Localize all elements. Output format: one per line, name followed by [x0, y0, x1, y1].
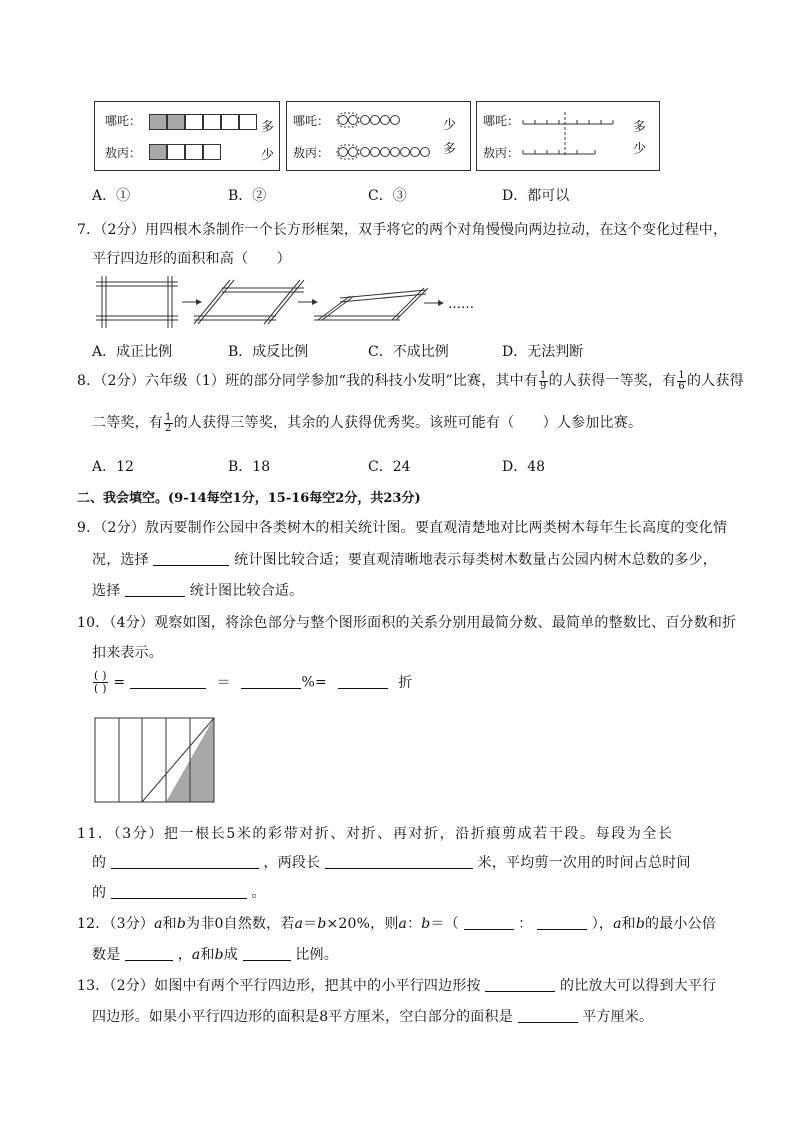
q8-text-line1: 8．（2分）六年级（1）班的部分同学参加“我的科技小发明”比赛，其中有 $\frac{1}{9}$ 的人获得一等奖，有 $\frac{1}{6}$ 的人获得 — [77, 369, 744, 392]
circle-model-nezha — [335, 112, 405, 128]
row-label-nezha: 哪吒： — [483, 114, 520, 128]
q8-text-line2: 二等奖，有 $\frac{1}{2}$ 的人获得三等奖，其余的人获得优秀奖。该班可能有（ ）人参加比赛。 — [92, 411, 643, 434]
q9-text-line3: 选择 统计图比较合适。 — [92, 583, 304, 599]
q6-option-b[interactable]: B．② — [228, 188, 267, 204]
answer-blank[interactable] — [111, 884, 247, 899]
q10-text-line1: 10．（4分）观察如图，将涂色部分与整个图形面积的关系分别用最简分数、最简单的整数比、百分数和折 — [77, 615, 737, 631]
q6-option-a[interactable]: A．① — [92, 188, 131, 204]
q8-option-d[interactable]: D．48 — [502, 459, 546, 475]
answer-blank[interactable] — [518, 1008, 578, 1023]
q7-option-b[interactable]: B．成反比例 — [228, 344, 309, 360]
q13-text-line2: 四边形。如果小平行四边形的面积是8平方厘米，空白部分的面积是 平方厘米。 — [92, 1009, 654, 1025]
blank-fraction[interactable]: $\frac{( )}{( )}$ — [94, 669, 107, 695]
arrow-icon — [424, 298, 446, 308]
q11-text-line3: 的 。 — [92, 885, 266, 901]
q10-text-line2: 扣来表示。 — [92, 645, 163, 661]
q7-option-c[interactable]: C．不成比例 — [368, 344, 449, 360]
fraction-one-sixth: $\frac{1}{6}$ — [678, 369, 685, 392]
row-label-aobing: 敖丙： — [483, 146, 520, 160]
q8-option-a[interactable]: A．12 — [92, 459, 134, 475]
row-label-nezha: 哪吒： — [105, 114, 142, 128]
q11-text-line1: 11．（3分）把一根长5米的彩带对折、对折、再对折，沿折痕剪成若干段。每段为全长 — [77, 826, 674, 842]
answer-blank[interactable] — [464, 915, 514, 930]
frame-transform-figure — [94, 272, 434, 332]
line-model — [517, 110, 627, 160]
tag-more: 多 — [261, 120, 275, 135]
comparison-box-1 — [94, 101, 280, 171]
answer-blank[interactable] — [243, 946, 291, 961]
fraction-one-ninth: $\frac{1}{9}$ — [540, 369, 547, 392]
q7-option-a[interactable]: A．成正比例 — [92, 344, 173, 360]
answer-blank[interactable] — [130, 674, 206, 689]
q7-option-d[interactable]: D．无法判断 — [502, 344, 584, 360]
answer-blank[interactable] — [111, 854, 259, 869]
tag-more: 多 — [633, 120, 647, 135]
shaded-rectangle-figure — [94, 716, 216, 804]
answer-blank[interactable] — [537, 915, 587, 930]
comparison-box-2 — [286, 101, 471, 171]
q7-text-line1: 7．（2分）用四根木条制作一个长方形框架，双手将它的两个对角慢慢向两边拉动，在这个变化过程中， — [77, 222, 728, 238]
circle-model-aobing — [335, 144, 435, 160]
q13-text-line1: 13．（2分）如图中有两个平行四边形，把其中的小平行四边形按 的比放大可以得到大平行 — [77, 978, 717, 994]
comparison-box-3 — [476, 101, 660, 171]
answer-blank[interactable] — [241, 674, 301, 689]
section-heading: 二、我会填空。(9-14每空1分，15-16每空2分，共23分) — [77, 491, 421, 506]
q6-option-d[interactable]: D．都可以 — [502, 188, 570, 204]
row-label-aobing: 敖丙： — [293, 146, 330, 160]
q9-text-line1: 9．（2分）敖丙要制作公园中各类树木的相关统计图。要直观清楚地对比两类树木每年生长高度的变化情 — [77, 520, 728, 536]
q7-text-line2: 平行四边形的面积和高（ ） — [92, 251, 291, 267]
tag-less: 少 — [633, 142, 647, 157]
q12-text-line1: 12．（3分）a和b为非0自然数，若a＝b×20%，则a：b＝（ ： ），a和b的最小公倍 — [77, 916, 717, 932]
answer-blank[interactable] — [153, 551, 229, 566]
ellipsis-text: …… — [448, 297, 474, 312]
answer-blank[interactable] — [125, 582, 185, 597]
row-label-nezha: 哪吒： — [293, 114, 330, 128]
answer-blank[interactable] — [125, 946, 173, 961]
q6-option-c[interactable]: C．③ — [368, 188, 407, 204]
q10-answer-row: $\frac{( )}{( )}$ = ＝ %= 折 — [94, 669, 413, 695]
tag-less: 少 — [261, 148, 275, 163]
answer-blank[interactable] — [325, 854, 473, 869]
q8-option-c[interactable]: C．24 — [368, 459, 411, 475]
tag-less: 少 — [443, 118, 457, 133]
q11-text-line2: 的 ，两段长 米，平均剪一次用的时间占总时间 — [92, 855, 691, 871]
row-label-aobing: 敖丙： — [105, 146, 142, 160]
q9-text-line2: 况，选择 统计图比较合适；要直观清晰地表示每类树木数量占公园内树木总数的多少， — [92, 552, 717, 568]
tag-more: 多 — [443, 142, 457, 157]
q12-text-line2: 数是 ，a和b成 比例。 — [92, 947, 338, 963]
answer-blank[interactable] — [338, 674, 388, 689]
answer-blank[interactable] — [485, 977, 555, 992]
q8-option-b[interactable]: B．18 — [228, 459, 271, 475]
fraction-one-half: $\frac{1}{2}$ — [165, 411, 172, 434]
